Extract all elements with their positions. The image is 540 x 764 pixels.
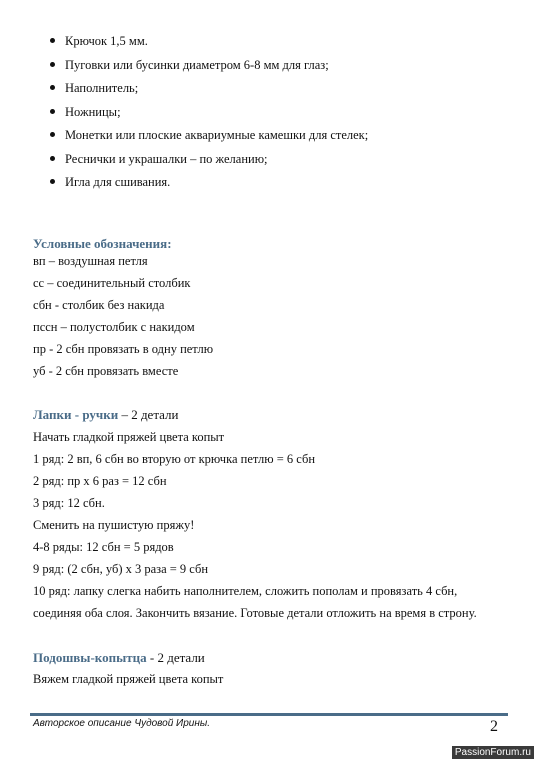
bullet-icon xyxy=(50,156,55,161)
footer-author: Авторское описание Чудовой Ирины. xyxy=(33,718,210,729)
list-item-text: Игла для сшивания. xyxy=(65,175,171,189)
list-item xyxy=(48,128,368,152)
bullet-icon xyxy=(50,62,55,67)
list-item xyxy=(48,34,368,58)
list-item-text: Монетки или плоские аквариумные камешки для стелек; xyxy=(65,128,369,142)
bullet-icon xyxy=(50,179,55,184)
legend-item: уб - 2 сбн провязать вместе xyxy=(33,364,179,378)
legend-item: сс – соединительный столбик xyxy=(33,276,191,290)
section-heading-paws xyxy=(33,407,179,423)
instruction-line: 2 ряд: пр х 6 раз = 12 сбн xyxy=(33,474,167,488)
list-item-text: Крючок 1,5 мм. xyxy=(65,34,148,48)
instruction-line: Начать гладкой пряжей цвета копыт xyxy=(33,430,225,444)
instruction-line: 3 ряд: 12 сбн. xyxy=(33,496,105,510)
list-item xyxy=(48,105,368,129)
section-heading-soles xyxy=(33,650,205,666)
legend-item: вп – воздушная петля xyxy=(33,254,148,268)
legend-item: сбн - столбик без накида xyxy=(33,298,165,312)
legend-item: пр - 2 сбн провязать в одну петлю xyxy=(33,342,214,356)
instruction-line: 10 ряд: лапку слегка набить наполнителем, сложить пополам и провязать 4 сбн, xyxy=(33,584,458,598)
legend-item: пссн – полустолбик с накидом xyxy=(33,320,195,334)
bullet-icon xyxy=(50,85,55,90)
watermark: PassionForum.ru xyxy=(452,746,534,759)
legend-heading: Условные обозначения: xyxy=(33,236,172,251)
page-number: 2 xyxy=(490,718,498,735)
bullet-icon xyxy=(50,132,55,137)
section-title: Подошвы-копытца xyxy=(33,650,147,665)
list-item xyxy=(48,81,368,105)
instruction-line: соединяя оба слоя. Закончить вязание. Готовые детали отложить на время в строну. xyxy=(33,606,477,620)
instruction-line: Сменить на пушистую пряжу! xyxy=(33,518,195,532)
instruction-line: 9 ряд: (2 сбн, уб) х 3 раза = 9 сбн xyxy=(33,562,209,576)
section-count: – 2 детали xyxy=(118,407,179,422)
bullet-icon xyxy=(50,38,55,43)
bullet-icon xyxy=(50,109,55,114)
list-item xyxy=(48,58,368,82)
section-count: - 2 детали xyxy=(146,650,205,665)
materials-list xyxy=(48,34,368,199)
instruction-line: 4-8 ряды: 12 сбн = 5 рядов xyxy=(33,540,174,554)
list-item-text: Наполнитель; xyxy=(65,81,139,95)
list-item-text: Реснички и украшалки – по желанию; xyxy=(65,151,268,166)
list-item xyxy=(48,152,368,176)
instruction-line: 1 ряд: 2 вп, 6 сбн во вторую от крючка петлю = 6 сбн xyxy=(33,452,316,466)
instruction-line: Вяжем гладкой пряжей цвета копыт xyxy=(33,672,224,686)
list-item-text: Ножницы; xyxy=(65,104,121,119)
list-item-text: Пуговки или бусинки диаметром 6-8 мм для глаз; xyxy=(65,57,329,72)
section-title: Лапки - ручки xyxy=(33,407,119,422)
footer-divider xyxy=(30,713,508,716)
list-item xyxy=(48,175,368,199)
